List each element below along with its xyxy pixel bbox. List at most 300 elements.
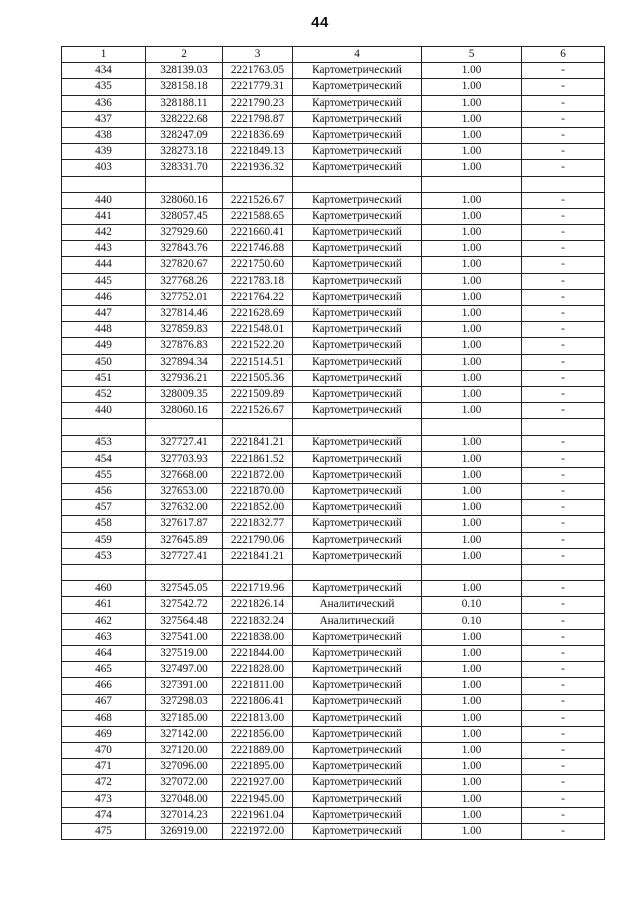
note-cell: - xyxy=(522,500,605,516)
accuracy-cell: 1.00 xyxy=(422,95,522,111)
x-coordinate-cell: 328057.45 xyxy=(146,208,223,224)
table-row xyxy=(62,63,605,79)
table-row xyxy=(62,807,605,823)
method-cell: Картометрический xyxy=(293,160,422,176)
y-coordinate-cell: 2221961.04 xyxy=(223,807,293,823)
table-row xyxy=(62,629,605,645)
table-row xyxy=(62,386,605,402)
method-cell: Картометрический xyxy=(293,289,422,305)
table-row xyxy=(62,127,605,143)
x-coordinate-cell: 327142.00 xyxy=(146,726,223,742)
note-cell: - xyxy=(522,694,605,710)
point-number-cell: 434 xyxy=(62,63,146,79)
y-coordinate-cell: 2221927.00 xyxy=(223,775,293,791)
x-coordinate-cell xyxy=(146,419,223,435)
table-row xyxy=(62,613,605,629)
point-number-cell: 450 xyxy=(62,354,146,370)
note-cell: - xyxy=(522,678,605,694)
accuracy-cell: 1.00 xyxy=(422,322,522,338)
y-coordinate-cell: 2221522.20 xyxy=(223,338,293,354)
point-number-cell: 473 xyxy=(62,791,146,807)
x-coordinate-cell: 327497.00 xyxy=(146,662,223,678)
column-header: 5 xyxy=(422,47,522,63)
y-coordinate-cell: 2221856.00 xyxy=(223,726,293,742)
x-coordinate-cell: 328331.70 xyxy=(146,160,223,176)
x-coordinate-cell: 327632.00 xyxy=(146,500,223,516)
x-coordinate-cell: 328222.68 xyxy=(146,111,223,127)
accuracy-cell: 1.00 xyxy=(422,500,522,516)
accuracy-cell: 1.00 xyxy=(422,338,522,354)
accuracy-cell: 1.00 xyxy=(422,127,522,143)
y-coordinate-cell: 2221660.41 xyxy=(223,225,293,241)
table-row xyxy=(62,95,605,111)
method-cell: Картометрический xyxy=(293,208,422,224)
accuracy-cell: 1.00 xyxy=(422,386,522,402)
point-number-cell: 453 xyxy=(62,435,146,451)
method-cell: Картометрический xyxy=(293,322,422,338)
method-cell xyxy=(293,176,422,192)
point-number-cell: 459 xyxy=(62,532,146,548)
accuracy-cell: 1.00 xyxy=(422,581,522,597)
point-number-cell: 443 xyxy=(62,241,146,257)
accuracy-cell: 1.00 xyxy=(422,144,522,160)
point-number-cell: 474 xyxy=(62,807,146,823)
y-coordinate-cell: 2221826.14 xyxy=(223,597,293,613)
y-coordinate-cell: 2221526.67 xyxy=(223,192,293,208)
table-row xyxy=(62,694,605,710)
note-cell: - xyxy=(522,160,605,176)
method-cell: Картометрический xyxy=(293,451,422,467)
accuracy-cell: 0.10 xyxy=(422,613,522,629)
accuracy-cell xyxy=(422,419,522,435)
y-coordinate-cell: 2221588.65 xyxy=(223,208,293,224)
x-coordinate-cell: 327391.00 xyxy=(146,678,223,694)
x-coordinate-cell: 328009.35 xyxy=(146,386,223,402)
y-coordinate-cell: 2221806.41 xyxy=(223,694,293,710)
table-row xyxy=(62,111,605,127)
method-cell: Картометрический xyxy=(293,484,422,500)
point-number-cell: 445 xyxy=(62,273,146,289)
table-row xyxy=(62,678,605,694)
accuracy-cell: 0.10 xyxy=(422,597,522,613)
accuracy-cell: 1.00 xyxy=(422,403,522,419)
x-coordinate-cell: 327668.00 xyxy=(146,467,223,483)
method-cell: Картометрический xyxy=(293,548,422,564)
accuracy-cell: 1.00 xyxy=(422,192,522,208)
point-number-cell: 468 xyxy=(62,710,146,726)
method-cell: Картометрический xyxy=(293,192,422,208)
x-coordinate-cell xyxy=(146,565,223,581)
point-number-cell: 457 xyxy=(62,500,146,516)
accuracy-cell: 1.00 xyxy=(422,208,522,224)
point-number-cell: 451 xyxy=(62,370,146,386)
note-cell: - xyxy=(522,322,605,338)
method-cell: Картометрический xyxy=(293,467,422,483)
note-cell: - xyxy=(522,581,605,597)
x-coordinate-cell: 326919.00 xyxy=(146,824,223,840)
point-number-cell: 453 xyxy=(62,548,146,564)
separator-row xyxy=(62,176,605,192)
y-coordinate-cell: 2221838.00 xyxy=(223,629,293,645)
method-cell: Картометрический xyxy=(293,581,422,597)
point-number-cell: 446 xyxy=(62,289,146,305)
table-row xyxy=(62,710,605,726)
point-number-cell: 448 xyxy=(62,322,146,338)
table-row xyxy=(62,791,605,807)
x-coordinate-cell: 328158.18 xyxy=(146,79,223,95)
y-coordinate-cell: 2221790.23 xyxy=(223,95,293,111)
accuracy-cell: 1.00 xyxy=(422,662,522,678)
note-cell: - xyxy=(522,484,605,500)
accuracy-cell: 1.00 xyxy=(422,435,522,451)
note-cell: - xyxy=(522,225,605,241)
y-coordinate-cell: 2221972.00 xyxy=(223,824,293,840)
x-coordinate-cell: 327814.46 xyxy=(146,306,223,322)
accuracy-cell: 1.00 xyxy=(422,111,522,127)
method-cell: Картометрический xyxy=(293,241,422,257)
x-coordinate-cell: 327072.00 xyxy=(146,775,223,791)
x-coordinate-cell: 328273.18 xyxy=(146,144,223,160)
method-cell: Картометрический xyxy=(293,63,422,79)
method-cell: Картометрический xyxy=(293,743,422,759)
column-header: 2 xyxy=(146,47,223,63)
point-number-cell: 440 xyxy=(62,192,146,208)
table-row xyxy=(62,257,605,273)
note-cell: - xyxy=(522,403,605,419)
table-row xyxy=(62,467,605,483)
accuracy-cell: 1.00 xyxy=(422,273,522,289)
note-cell: - xyxy=(522,548,605,564)
method-cell: Картометрический xyxy=(293,710,422,726)
point-number-cell: 403 xyxy=(62,160,146,176)
y-coordinate-cell xyxy=(223,419,293,435)
method-cell: Картометрический xyxy=(293,111,422,127)
y-coordinate-cell: 2221832.24 xyxy=(223,613,293,629)
method-cell: Картометрический xyxy=(293,824,422,840)
point-number-cell: 436 xyxy=(62,95,146,111)
accuracy-cell: 1.00 xyxy=(422,775,522,791)
note-cell: - xyxy=(522,662,605,678)
x-coordinate-cell: 327929.60 xyxy=(146,225,223,241)
point-number-cell: 442 xyxy=(62,225,146,241)
x-coordinate-cell: 327936.21 xyxy=(146,370,223,386)
y-coordinate-cell: 2221832.77 xyxy=(223,516,293,532)
method-cell: Картометрический xyxy=(293,95,422,111)
accuracy-cell: 1.00 xyxy=(422,289,522,305)
y-coordinate-cell: 2221861.52 xyxy=(223,451,293,467)
x-coordinate-cell: 327876.83 xyxy=(146,338,223,354)
x-coordinate-cell: 327545.05 xyxy=(146,581,223,597)
x-coordinate-cell: 328060.16 xyxy=(146,192,223,208)
y-coordinate-cell: 2221870.00 xyxy=(223,484,293,500)
point-number-cell: 437 xyxy=(62,111,146,127)
note-cell: - xyxy=(522,289,605,305)
accuracy-cell: 1.00 xyxy=(422,645,522,661)
method-cell: Картометрический xyxy=(293,257,422,273)
table-row xyxy=(62,241,605,257)
method-cell: Картометрический xyxy=(293,273,422,289)
method-cell: Картометрический xyxy=(293,629,422,645)
point-number-cell: 465 xyxy=(62,662,146,678)
y-coordinate-cell: 2221514.51 xyxy=(223,354,293,370)
note-cell: - xyxy=(522,208,605,224)
point-number-cell: 455 xyxy=(62,467,146,483)
note-cell: - xyxy=(522,516,605,532)
method-cell xyxy=(293,419,422,435)
table-row xyxy=(62,775,605,791)
point-number-cell: 464 xyxy=(62,645,146,661)
method-cell: Аналитический xyxy=(293,597,422,613)
table-row xyxy=(62,743,605,759)
coordinates-table xyxy=(61,46,605,840)
method-cell: Картометрический xyxy=(293,759,422,775)
x-coordinate-cell: 327542.72 xyxy=(146,597,223,613)
accuracy-cell: 1.00 xyxy=(422,629,522,645)
point-number-cell: 435 xyxy=(62,79,146,95)
y-coordinate-cell: 2221889.00 xyxy=(223,743,293,759)
accuracy-cell: 1.00 xyxy=(422,467,522,483)
method-cell xyxy=(293,565,422,581)
point-number-cell: 461 xyxy=(62,597,146,613)
x-coordinate-cell: 328188.11 xyxy=(146,95,223,111)
note-cell: - xyxy=(522,532,605,548)
table-row xyxy=(62,322,605,338)
y-coordinate-cell: 2221852.00 xyxy=(223,500,293,516)
note-cell: - xyxy=(522,370,605,386)
y-coordinate-cell: 2221841.21 xyxy=(223,548,293,564)
x-coordinate-cell xyxy=(146,176,223,192)
y-coordinate-cell: 2221811.00 xyxy=(223,678,293,694)
note-cell: - xyxy=(522,759,605,775)
table-row xyxy=(62,354,605,370)
method-cell: Картометрический xyxy=(293,500,422,516)
x-coordinate-cell: 327703.93 xyxy=(146,451,223,467)
method-cell: Картометрический xyxy=(293,694,422,710)
y-coordinate-cell: 2221526.67 xyxy=(223,403,293,419)
y-coordinate-cell: 2221779.31 xyxy=(223,79,293,95)
point-number-cell: 441 xyxy=(62,208,146,224)
point-number-cell: 440 xyxy=(62,403,146,419)
accuracy-cell: 1.00 xyxy=(422,451,522,467)
point-number-cell xyxy=(62,565,146,581)
method-cell: Картометрический xyxy=(293,726,422,742)
point-number-cell: 449 xyxy=(62,338,146,354)
method-cell: Картометрический xyxy=(293,645,422,661)
x-coordinate-cell: 327752.01 xyxy=(146,289,223,305)
accuracy-cell: 1.00 xyxy=(422,532,522,548)
method-cell: Картометрический xyxy=(293,678,422,694)
y-coordinate-cell: 2221798.87 xyxy=(223,111,293,127)
note-cell: - xyxy=(522,95,605,111)
accuracy-cell: 1.00 xyxy=(422,484,522,500)
table-row xyxy=(62,532,605,548)
x-coordinate-cell: 327645.89 xyxy=(146,532,223,548)
table-row xyxy=(62,451,605,467)
method-cell: Картометрический xyxy=(293,435,422,451)
method-cell: Картометрический xyxy=(293,807,422,823)
x-coordinate-cell: 328139.03 xyxy=(146,63,223,79)
x-coordinate-cell: 328060.16 xyxy=(146,403,223,419)
method-cell: Картометрический xyxy=(293,532,422,548)
point-number-cell: 452 xyxy=(62,386,146,402)
note-cell: - xyxy=(522,79,605,95)
y-coordinate-cell: 2221746.88 xyxy=(223,241,293,257)
table-row xyxy=(62,225,605,241)
y-coordinate-cell: 2221813.00 xyxy=(223,710,293,726)
column-header: 1 xyxy=(62,47,146,63)
note-cell: - xyxy=(522,144,605,160)
x-coordinate-cell: 328247.09 xyxy=(146,127,223,143)
table-row xyxy=(62,759,605,775)
point-number-cell: 447 xyxy=(62,306,146,322)
accuracy-cell: 1.00 xyxy=(422,354,522,370)
table-row xyxy=(62,484,605,500)
y-coordinate-cell: 2221719.96 xyxy=(223,581,293,597)
point-number-cell: 475 xyxy=(62,824,146,840)
point-number-cell: 472 xyxy=(62,775,146,791)
separator-row xyxy=(62,565,605,581)
note-cell xyxy=(522,176,605,192)
note-cell: - xyxy=(522,338,605,354)
point-number-cell: 454 xyxy=(62,451,146,467)
note-cell: - xyxy=(522,111,605,127)
y-coordinate-cell: 2221750.60 xyxy=(223,257,293,273)
note-cell xyxy=(522,565,605,581)
point-number-cell xyxy=(62,419,146,435)
note-cell: - xyxy=(522,629,605,645)
table-row xyxy=(62,516,605,532)
note-cell: - xyxy=(522,63,605,79)
page-number: 44 xyxy=(311,14,329,31)
point-number-cell: 462 xyxy=(62,613,146,629)
table-row xyxy=(62,273,605,289)
accuracy-cell: 1.00 xyxy=(422,678,522,694)
x-coordinate-cell: 327120.00 xyxy=(146,743,223,759)
x-coordinate-cell: 327617.87 xyxy=(146,516,223,532)
note-cell: - xyxy=(522,743,605,759)
table-row xyxy=(62,403,605,419)
point-number-cell: 460 xyxy=(62,581,146,597)
x-coordinate-cell: 327843.76 xyxy=(146,241,223,257)
method-cell: Картометрический xyxy=(293,79,422,95)
table-row xyxy=(62,208,605,224)
method-cell: Картометрический xyxy=(293,306,422,322)
y-coordinate-cell: 2221895.00 xyxy=(223,759,293,775)
note-cell: - xyxy=(522,597,605,613)
note-cell xyxy=(522,419,605,435)
note-cell: - xyxy=(522,306,605,322)
column-header: 4 xyxy=(293,47,422,63)
accuracy-cell: 1.00 xyxy=(422,743,522,759)
y-coordinate-cell: 2221628.69 xyxy=(223,306,293,322)
accuracy-cell xyxy=(422,176,522,192)
accuracy-cell: 1.00 xyxy=(422,306,522,322)
table-row xyxy=(62,144,605,160)
point-number-cell: 438 xyxy=(62,127,146,143)
x-coordinate-cell: 327519.00 xyxy=(146,645,223,661)
y-coordinate-cell: 2221764.22 xyxy=(223,289,293,305)
note-cell: - xyxy=(522,241,605,257)
y-coordinate-cell: 2221841.21 xyxy=(223,435,293,451)
accuracy-cell: 1.00 xyxy=(422,257,522,273)
y-coordinate-cell: 2221844.00 xyxy=(223,645,293,661)
method-cell: Картометрический xyxy=(293,403,422,419)
table-row xyxy=(62,79,605,95)
point-number-cell: 463 xyxy=(62,629,146,645)
note-cell: - xyxy=(522,435,605,451)
table-row xyxy=(62,645,605,661)
accuracy-cell: 1.00 xyxy=(422,241,522,257)
table-row xyxy=(62,192,605,208)
x-coordinate-cell: 327727.41 xyxy=(146,435,223,451)
x-coordinate-cell: 327096.00 xyxy=(146,759,223,775)
note-cell: - xyxy=(522,726,605,742)
point-number-cell: 458 xyxy=(62,516,146,532)
table-row xyxy=(62,662,605,678)
y-coordinate-cell: 2221509.89 xyxy=(223,386,293,402)
table-header-row xyxy=(62,47,605,63)
accuracy-cell: 1.00 xyxy=(422,726,522,742)
table-row xyxy=(62,306,605,322)
table-row xyxy=(62,338,605,354)
table-row xyxy=(62,160,605,176)
point-number-cell xyxy=(62,176,146,192)
method-cell: Картометрический xyxy=(293,338,422,354)
method-cell: Картометрический xyxy=(293,354,422,370)
table-row xyxy=(62,548,605,564)
x-coordinate-cell: 327564.48 xyxy=(146,613,223,629)
note-cell: - xyxy=(522,613,605,629)
note-cell: - xyxy=(522,386,605,402)
y-coordinate-cell: 2221828.00 xyxy=(223,662,293,678)
y-coordinate-cell: 2221790.06 xyxy=(223,532,293,548)
y-coordinate-cell: 2221836.69 xyxy=(223,127,293,143)
table-row xyxy=(62,370,605,386)
accuracy-cell: 1.00 xyxy=(422,824,522,840)
table-row xyxy=(62,289,605,305)
accuracy-cell: 1.00 xyxy=(422,791,522,807)
x-coordinate-cell: 327014.23 xyxy=(146,807,223,823)
accuracy-cell: 1.00 xyxy=(422,370,522,386)
x-coordinate-cell: 327541.00 xyxy=(146,629,223,645)
accuracy-cell: 1.00 xyxy=(422,694,522,710)
point-number-cell: 466 xyxy=(62,678,146,694)
accuracy-cell: 1.00 xyxy=(422,225,522,241)
note-cell: - xyxy=(522,192,605,208)
accuracy-cell: 1.00 xyxy=(422,516,522,532)
x-coordinate-cell: 327768.26 xyxy=(146,273,223,289)
note-cell: - xyxy=(522,127,605,143)
y-coordinate-cell: 2221945.00 xyxy=(223,791,293,807)
x-coordinate-cell: 327298.03 xyxy=(146,694,223,710)
y-coordinate-cell: 2221783.18 xyxy=(223,273,293,289)
point-number-cell: 467 xyxy=(62,694,146,710)
method-cell: Аналитический xyxy=(293,613,422,629)
x-coordinate-cell: 327727.41 xyxy=(146,548,223,564)
y-coordinate-cell: 2221763.05 xyxy=(223,63,293,79)
accuracy-cell: 1.00 xyxy=(422,807,522,823)
accuracy-cell: 1.00 xyxy=(422,548,522,564)
method-cell: Картометрический xyxy=(293,144,422,160)
y-coordinate-cell xyxy=(223,176,293,192)
note-cell: - xyxy=(522,710,605,726)
method-cell: Картометрический xyxy=(293,775,422,791)
note-cell: - xyxy=(522,354,605,370)
accuracy-cell: 1.00 xyxy=(422,63,522,79)
note-cell: - xyxy=(522,451,605,467)
table-row xyxy=(62,581,605,597)
x-coordinate-cell: 327894.34 xyxy=(146,354,223,370)
